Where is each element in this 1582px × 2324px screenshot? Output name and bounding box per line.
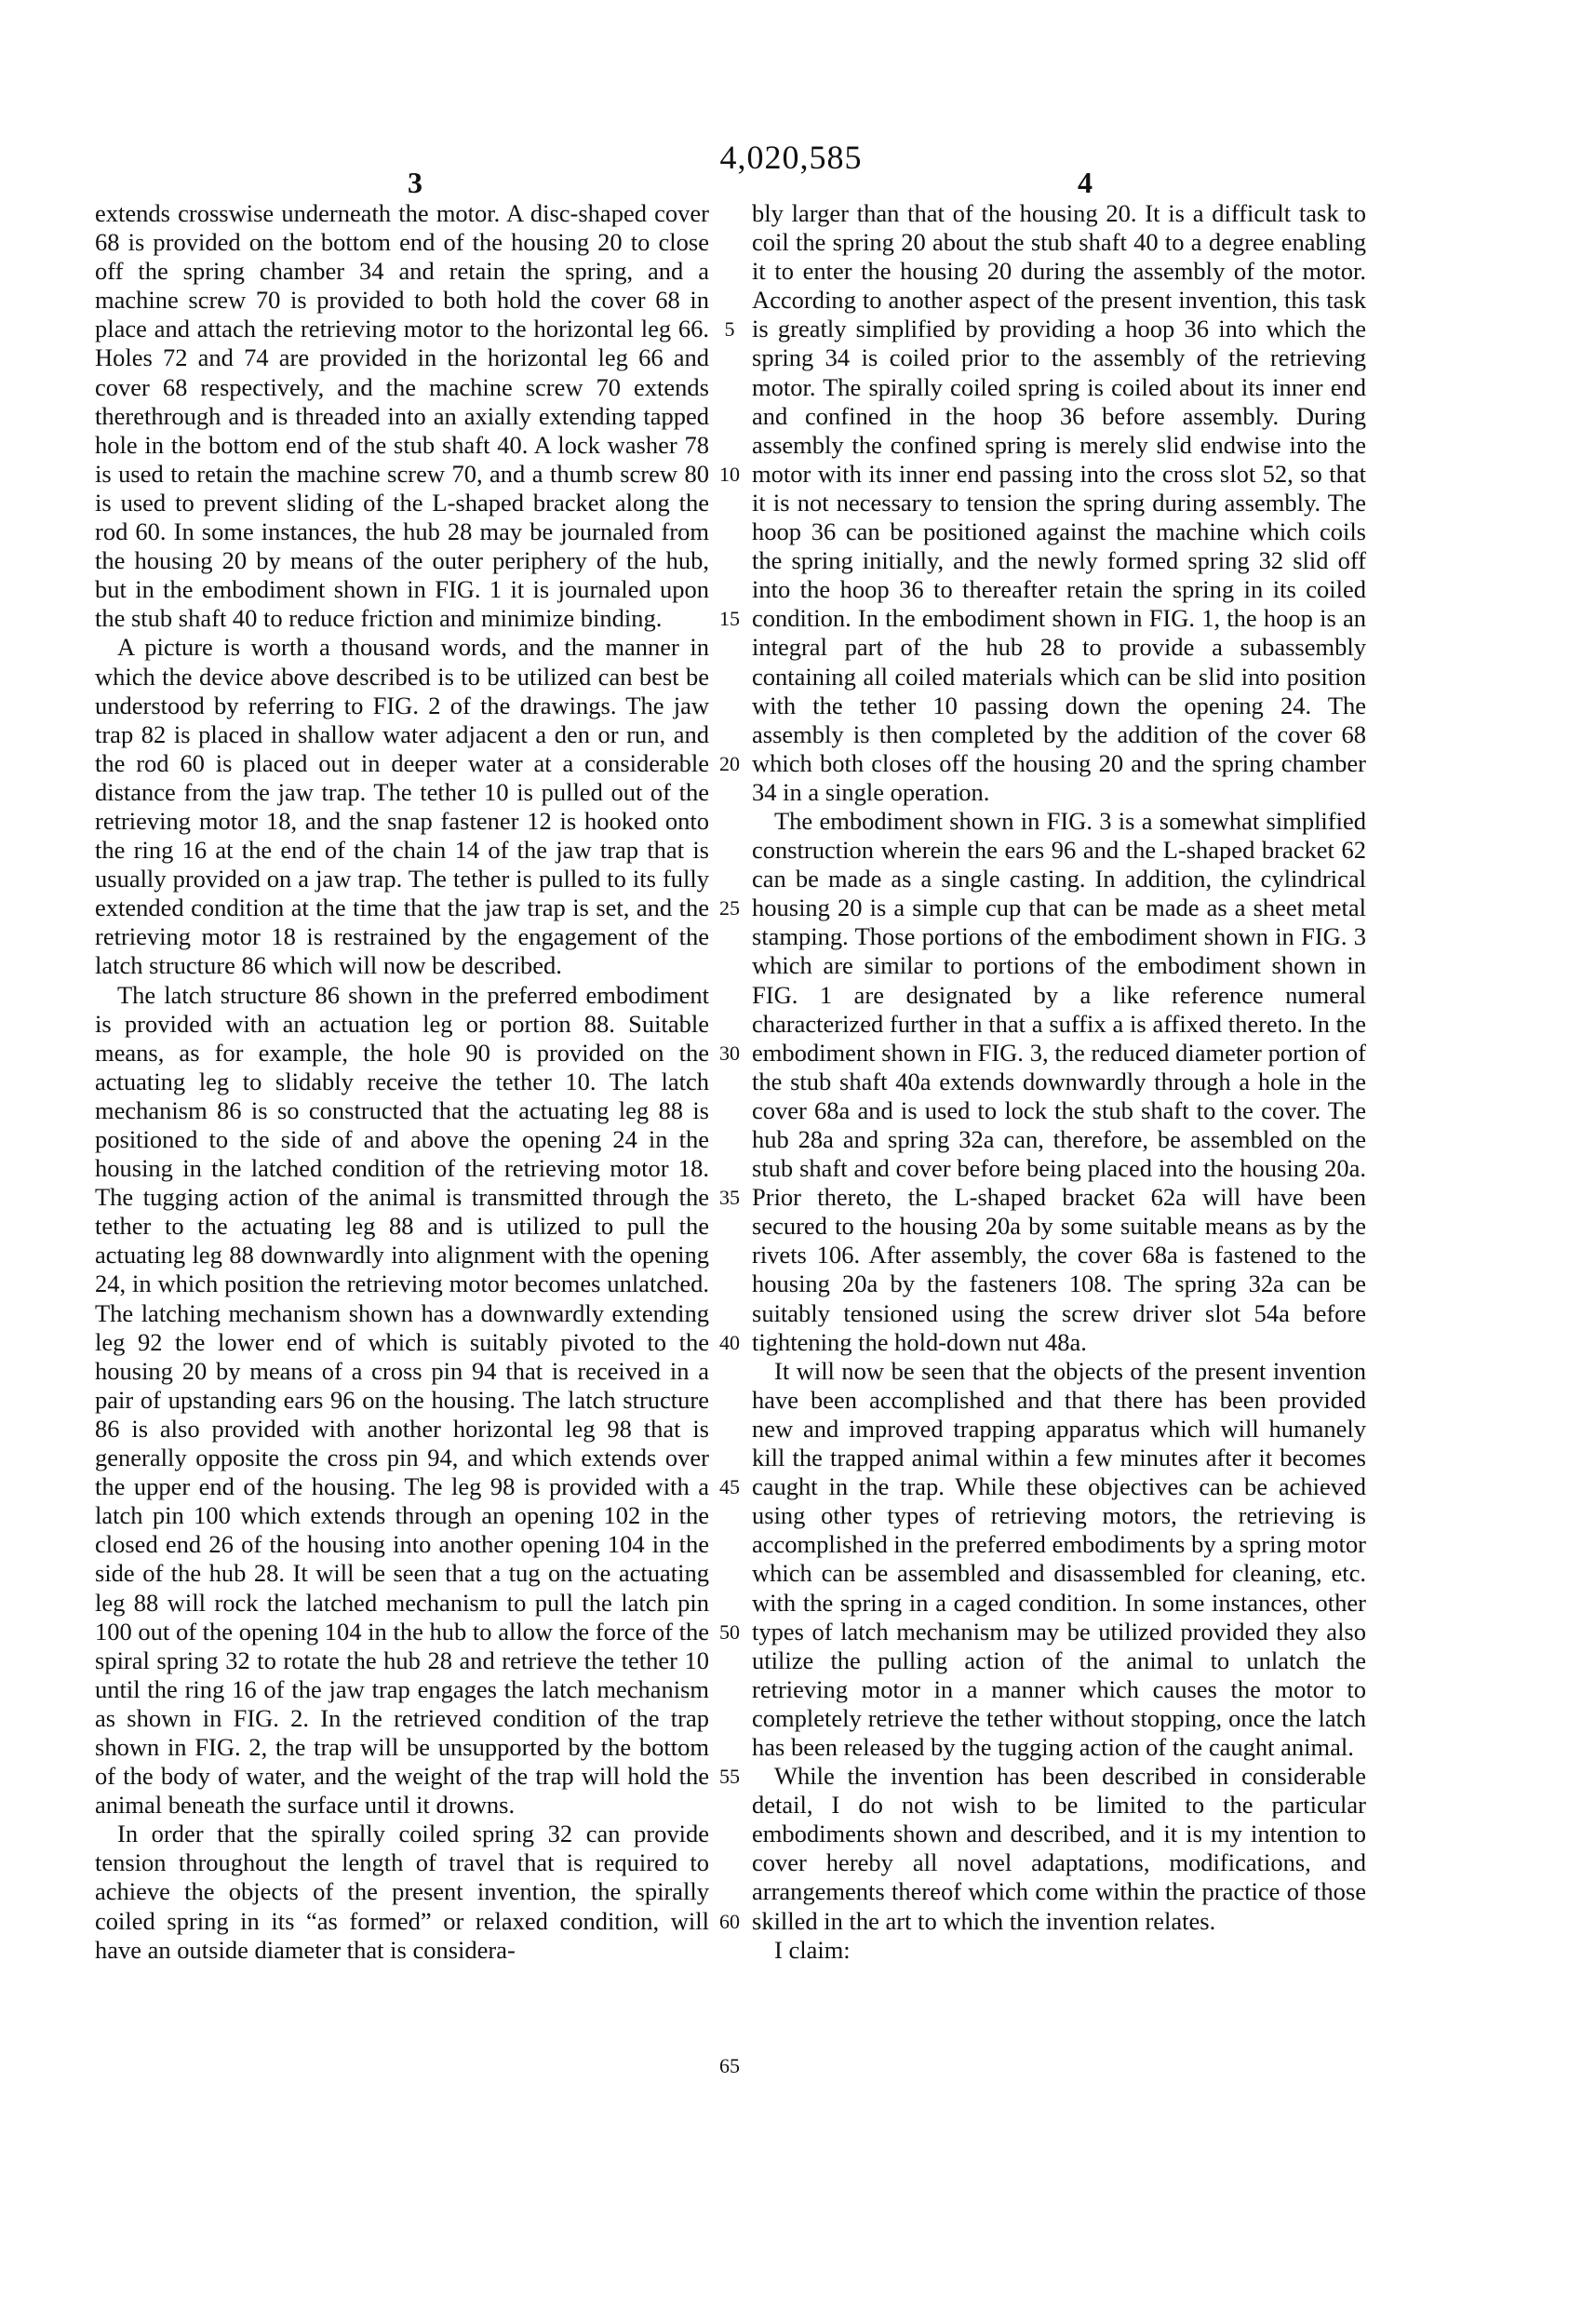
line-number-20: 20: [719, 752, 740, 775]
line-number-45: 45: [719, 1475, 740, 1498]
claim-intro: I claim:: [774, 1935, 851, 1964]
right-paragraph-1: bly larger than that of the housing 20. It is a difficult task to coil the spring 20 about the stub shaft 40 to a degree enabling it to enter the housing 20 during the assembly of the motor. According to another aspect of the present invention, this task is greatly simplified by providing a hoop 36 into which the spring 34 is coiled prior to the assembly of the retrieving motor. The spirally coiled spring is coiled about its inner end and confined in the hoop 36 before assembly. During assembly the confined spring is merely slid endwise into the motor with its inner end passing into the cross slot 52, so that it is not necessary to tension the spring during assembly. The hoop 36 can be positioned against the machine which coils the spring initially, and the newly formed spring 32 slid off into the hoop 36 to thereafter retain the spring in its coiled condition. In the embodiment shown in FIG. 1, the hoop is an integral part of the hub 28 to provide a subassembly containing all coiled materials which can be slid into position with the tether 10 passing down the opening 24. The assembly is then completed by the addition of the cover 68 which both closes off the housing 20 and the spring chamber 34 in a single operation.: [752, 199, 1366, 806]
right-column-number: 4: [1078, 166, 1093, 199]
line-number-40: 40: [719, 1331, 740, 1354]
left-column-number: 3: [408, 166, 422, 199]
left-text-column: [95, 199, 709, 1965]
line-number-60: 60: [719, 1910, 740, 1933]
line-number-15: 15: [719, 607, 740, 630]
left-paragraph-2: A picture is worth a thousand words, and the manner in which the device above described is to be utilized can best be understood by referring to FIG. 2 of the drawings. The jaw trap 82 is placed in shallow water adjacent a den or run, and the rod 60 is placed out in deeper water at a considerable distance from the jaw trap. The tether 10 is pulled out of the retrieving motor 18, and the snap fastener 12 is hooked onto the ring 16 at the end of the chain 14 of the jaw trap that is usually provided on a jaw trap. The tether is pulled to its fully extended condition at the time that the jaw trap is set, and the retrieving motor 18 is restrained by the engagement of the latch structure 86 which will now be described.: [95, 633, 709, 980]
line-number-10: 10: [719, 463, 740, 486]
line-number-50: 50: [719, 1620, 740, 1644]
right-paragraph-4: While the invention has been described in considerable detail, I do not wish to be limited to the particular embodiments shown and described, and it is my intention to cover hereby all novel adaptations, modifications, and arrangements thereof which come within the practice of those skilled in the art to which the invention relates.: [752, 1762, 1366, 1935]
left-paragraph-1: extends crosswise underneath the motor. A disc-shaped cover 68 is provided on the bottom end of the housing 20 to close off the spring chamber 34 and retain the spring, and a machine screw 70 is provided to both hold the cover 68 in place and attach the retrieving motor to the horizontal leg 66. Holes 72 and 74 are provided in the horizontal leg 66 and cover 68 respectively, and the machine screw 70 extends therethrough and is threaded into an axially extending tapped hole in the bottom end of the stub shaft 40. A lock washer 78 is used to retain the machine screw 70, and a thumb screw 80 is used to prevent sliding of the L-shaped bracket along the rod 60. In some instances, the hub 28 may be journaled from the housing 20 by means of the outer periphery of the hub, but in the embodiment shown in FIG. 1 it is journaled upon the stub shaft 40 to reduce friction and minimize binding.: [95, 199, 709, 633]
line-number-65: 65: [719, 2054, 740, 2077]
right-text-column: [752, 199, 1366, 1965]
line-number-25: 25: [719, 896, 740, 920]
patent-number: 4,020,585: [719, 139, 863, 176]
left-paragraph-3: The latch structure 86 shown in the preferred embodiment is provided with an actuation leg or portion 88. Suitable means, as for example, the hole 90 is provided on the actuating leg to slidably receive the tether 10. The latch mechanism 86 is so constructed that the actuating leg 88 is positioned to the side of and above the opening 24 in the housing in the latched condition of the retrieving motor 18. The tugging action of the animal is transmitted through the tether to the actuating leg 88 and is utilized to pull the actuating leg 88 downwardly into alignment with the opening 24, in which position the retrieving motor becomes unlatched. The latching mechanism shown has a downwardly extending leg 92 the lower end of which is suitably pivoted to the housing 20 by means of a cross pin 94 that is received in a pair of upstanding ears 96 on the housing. The latch structure 86 is also provided with another horizontal leg 98 that is generally opposite the cross pin 94, and which extends over the upper end of the housing. The leg 98 is provided with a latch pin 100 which extends through an opening 102 in the closed end 26 of the housing into another opening 104 in the side of the hub 28. It will be seen that a tug on the actuating leg 88 will rock the latched mechanism to pull the latch pin 100 out of the opening 104 in the hub to allow the force of the spiral spring 32 to rotate the hub 28 and retrieve the tether 10 until the ring 16 of the jaw trap engages the latch mechanism as shown in FIG. 2. In the retrieved condition of the trap shown in FIG. 2, the trap will be unsupported by the bottom of the body of water, and the weight of the trap will hold the animal beneath the surface until it drowns.: [95, 980, 709, 1820]
line-number-35: 35: [719, 1186, 740, 1209]
line-number-5: 5: [724, 317, 735, 341]
right-paragraph-3: It will now be seen that the objects of the present invention have been accomplished and that there has been provided new and improved trapping apparatus which will humanely kill the trapped animal within a few minutes after it becomes caught in the trap. While these objectives can be achieved using other types of retrieving motors, the retrieving is accomplished in the preferred embodiments by a spring motor which can be assembled and disassembled for cleaning, etc. with the spring in a caged condition. In some instances, other types of latch mechanism may be utilized provided they also utilize the pulling action of the animal to unlatch the retrieving motor in a manner which causes the motor to completely retrieve the tether without stopping, once the latch has been released by the tugging action of the caught animal.: [752, 1356, 1366, 1761]
right-paragraph-2: The embodiment shown in FIG. 3 is a somewhat simplified construction wherein the ears 96 and the L-shaped bracket 62 can be made as a single casting. In addition, the cylindrical housing 20 is a simple cup that can be made as a sheet metal stamping. Those portions of the embodiment shown in FIG. 3 which are similar to portions of the embodiment shown in FIG. 1 are designated by a like reference numeral characterized further in that a suffix a is affixed thereto. In the embodiment shown in FIG. 3, the reduced diameter portion of the stub shaft 40a extends downwardly through a hole in the cover 68a and is used to lock the stub shaft to the cover. The hub 28a and spring 32a can, therefore, be assembled on the stub shaft and cover before being placed into the housing 20a. Prior thereto, the L-shaped bracket 62a will have been secured to the housing 20a by some suitable means as by the rivets 106. After assembly, the cover 68a is fastened to the housing 20a by the fasteners 108. The spring 32a can be suitably tensioned using the screw driver slot 54a before tightening the hold-down nut 48a.: [752, 806, 1366, 1356]
line-number-55: 55: [719, 1765, 740, 1788]
left-paragraph-4: In order that the spirally coiled spring 32 can provide tension throughout the length of travel that is required to achieve the objects of the present invention, the spirally coiled spring in its “as formed” or relaxed condition, will have an outside diameter that is considera-: [95, 1820, 709, 1964]
line-number-30: 30: [719, 1041, 740, 1065]
